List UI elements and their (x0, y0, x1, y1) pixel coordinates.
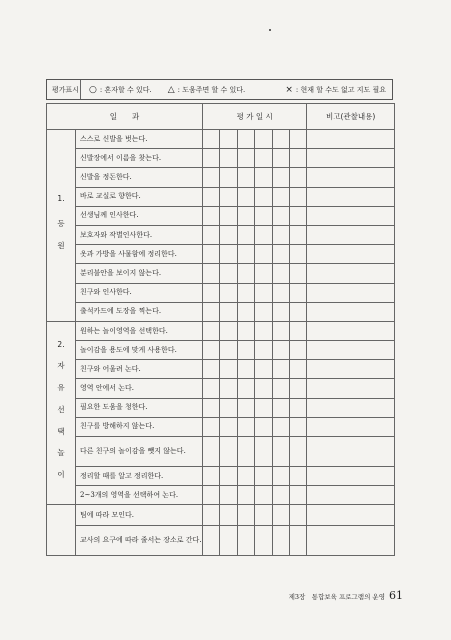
triangle-symbol: △ (167, 84, 175, 95)
eval-cell[interactable] (255, 130, 272, 149)
note-cell[interactable] (307, 321, 395, 340)
eval-cell[interactable] (237, 302, 254, 321)
table-row (47, 206, 395, 225)
eval-cell[interactable] (272, 398, 289, 417)
note-cell[interactable] (307, 245, 395, 264)
legend-item-independent (81, 85, 152, 95)
eval-cell[interactable] (272, 505, 289, 525)
eval-cell[interactable] (220, 379, 237, 398)
note-cell[interactable] (307, 264, 395, 283)
eval-cell[interactable] (203, 467, 220, 486)
evaluation-table (46, 103, 395, 556)
eval-cell[interactable] (272, 130, 289, 149)
eval-cell[interactable] (272, 225, 289, 244)
section-number: 1. (57, 194, 65, 204)
eval-cell[interactable] (203, 341, 220, 360)
activity-cell: 다른 친구의 놀이감을 뺏지 않는다. (76, 437, 203, 467)
table-row (47, 467, 395, 486)
eval-cell[interactable] (255, 302, 272, 321)
eval-cell[interactable] (289, 130, 306, 149)
activity-cell: 교사의 요구에 따라 줄서는 장소로 간다. (76, 525, 203, 555)
eval-cell[interactable] (220, 341, 237, 360)
eval-cell[interactable] (237, 264, 254, 283)
eval-cell[interactable] (272, 379, 289, 398)
note-cell[interactable] (307, 206, 395, 225)
table-row (47, 245, 395, 264)
table-row (47, 130, 395, 149)
eval-cell[interactable] (255, 225, 272, 244)
note-cell[interactable] (307, 360, 395, 379)
eval-cell[interactable] (237, 437, 254, 467)
table-row (47, 149, 395, 168)
eval-cell[interactable] (289, 149, 306, 168)
section-char: 택 (57, 426, 65, 436)
eval-cell[interactable] (203, 225, 220, 244)
section-char: 이 (57, 470, 65, 480)
eval-cell[interactable] (272, 360, 289, 379)
eval-cell[interactable] (220, 149, 237, 168)
eval-cell[interactable] (289, 302, 306, 321)
note-cell[interactable] (307, 467, 395, 486)
table-row (47, 341, 395, 360)
table-row (47, 168, 395, 187)
eval-cell[interactable] (289, 245, 306, 264)
eval-cell[interactable] (255, 264, 272, 283)
eval-cell[interactable] (272, 437, 289, 467)
eval-cell[interactable] (272, 467, 289, 486)
eval-cell[interactable] (237, 398, 254, 417)
eval-cell[interactable] (255, 321, 272, 340)
eval-cell[interactable] (220, 302, 237, 321)
activity-cell: 선생님께 인사한다. (76, 206, 203, 225)
table-row (47, 437, 395, 467)
note-cell[interactable] (307, 149, 395, 168)
eval-cell[interactable] (255, 149, 272, 168)
eval-cell[interactable] (255, 398, 272, 417)
eval-cell[interactable] (255, 505, 272, 525)
eval-cell[interactable] (237, 187, 254, 206)
note-cell[interactable] (307, 302, 395, 321)
eval-cell[interactable] (289, 525, 306, 555)
eval-cell[interactable] (203, 321, 220, 340)
eval-cell[interactable] (203, 417, 220, 436)
note-cell[interactable] (307, 525, 395, 555)
eval-cell[interactable] (220, 264, 237, 283)
eval-cell[interactable] (203, 525, 220, 555)
speck-mark (269, 29, 271, 31)
eval-cell[interactable] (237, 321, 254, 340)
eval-cell[interactable] (289, 505, 306, 525)
activity-cell: 원하는 놀이영역을 선택한다. (76, 321, 203, 340)
activity-cell: 친구를 방해하지 않는다. (76, 417, 203, 436)
eval-cell[interactable] (255, 341, 272, 360)
section-number: 2. (57, 340, 65, 350)
eval-cell[interactable] (255, 486, 272, 505)
evaluation-legend (46, 79, 393, 100)
table-row (47, 525, 395, 555)
eval-cell[interactable] (237, 283, 254, 302)
eval-cell[interactable] (255, 187, 272, 206)
eval-cell[interactable] (289, 341, 306, 360)
activity-cell: 정리할 때를 알고 정리한다. (76, 467, 203, 486)
table-row (47, 486, 395, 505)
eval-cell[interactable] (220, 245, 237, 264)
eval-cell[interactable] (220, 206, 237, 225)
eval-cell[interactable] (237, 525, 254, 555)
eval-cell[interactable] (220, 283, 237, 302)
header-notes: 비고(관찰내용) (307, 104, 395, 130)
eval-cell[interactable] (203, 264, 220, 283)
section-char: 선 (57, 404, 65, 414)
activity-cell: 친구와 어울려 논다. (76, 360, 203, 379)
section-char: 자 (57, 361, 65, 371)
eval-cell[interactable] (203, 283, 220, 302)
eval-cell[interactable] (203, 505, 220, 525)
eval-cell[interactable] (289, 206, 306, 225)
eval-cell[interactable] (255, 437, 272, 467)
eval-cell[interactable] (203, 486, 220, 505)
eval-cell[interactable] (203, 398, 220, 417)
eval-cell[interactable] (255, 168, 272, 187)
table-row (47, 264, 395, 283)
eval-cell[interactable] (220, 168, 237, 187)
note-cell[interactable] (307, 168, 395, 187)
eval-cell[interactable] (220, 360, 237, 379)
eval-cell[interactable] (220, 417, 237, 436)
table-row (47, 302, 395, 321)
table-row (47, 283, 395, 302)
header-eval-dates: 평 가 일 시 (203, 104, 307, 130)
eval-cell[interactable] (220, 486, 237, 505)
eval-cell[interactable] (272, 206, 289, 225)
eval-cell[interactable] (203, 437, 220, 467)
eval-cell[interactable] (272, 264, 289, 283)
eval-cell[interactable] (237, 417, 254, 436)
note-cell[interactable] (307, 417, 395, 436)
eval-cell[interactable] (255, 417, 272, 436)
eval-cell[interactable] (272, 168, 289, 187)
eval-cell[interactable] (289, 437, 306, 467)
note-cell[interactable] (307, 225, 395, 244)
activity-cell: 바로 교실로 향한다. (76, 187, 203, 206)
eval-cell[interactable] (237, 505, 254, 525)
activity-cell: 필요한 도움을 청한다. (76, 398, 203, 417)
table-row (47, 225, 395, 244)
eval-cell[interactable] (220, 187, 237, 206)
note-cell[interactable] (307, 187, 395, 206)
eval-cell[interactable] (289, 398, 306, 417)
page-footer (289, 589, 403, 602)
eval-cell[interactable] (272, 187, 289, 206)
section-label (47, 321, 76, 505)
section-label (47, 130, 76, 322)
eval-cell[interactable] (203, 149, 220, 168)
note-cell[interactable] (307, 486, 395, 505)
eval-cell[interactable] (237, 168, 254, 187)
eval-cell[interactable] (289, 486, 306, 505)
eval-cell[interactable] (237, 486, 254, 505)
eval-cell[interactable] (289, 417, 306, 436)
eval-cell[interactable] (255, 467, 272, 486)
section-char: 놀 (57, 448, 65, 458)
legend-text: : 혼자할 수 있다. (99, 85, 152, 94)
note-cell[interactable] (307, 130, 395, 149)
eval-cell[interactable] (220, 525, 237, 555)
table-row (47, 398, 395, 417)
eval-cell[interactable] (203, 379, 220, 398)
eval-cell[interactable] (255, 206, 272, 225)
eval-cell[interactable] (289, 283, 306, 302)
header-task: 일 과 (47, 104, 203, 130)
table-row (47, 321, 395, 340)
section-char: 원 (57, 240, 65, 250)
activity-cell: 보호자와 작별인사한다. (76, 225, 203, 244)
eval-cell[interactable] (203, 206, 220, 225)
eval-cell[interactable] (272, 417, 289, 436)
eval-cell[interactable] (289, 187, 306, 206)
eval-cell[interactable] (237, 149, 254, 168)
page-number: 61 (389, 589, 403, 602)
eval-cell[interactable] (220, 398, 237, 417)
note-cell[interactable] (307, 341, 395, 360)
eval-cell[interactable] (203, 302, 220, 321)
eval-cell[interactable] (237, 130, 254, 149)
eval-cell[interactable] (220, 505, 237, 525)
section-label (47, 505, 76, 555)
eval-cell[interactable] (289, 321, 306, 340)
eval-cell[interactable] (272, 486, 289, 505)
eval-cell[interactable] (203, 360, 220, 379)
section-char: 유 (57, 383, 65, 393)
activity-cell: 영역 안에서 논다. (76, 379, 203, 398)
eval-cell[interactable] (255, 379, 272, 398)
eval-cell[interactable] (255, 360, 272, 379)
note-cell[interactable] (307, 437, 395, 467)
activity-cell: 친구와 인사한다. (76, 283, 203, 302)
eval-cell[interactable] (237, 379, 254, 398)
activity-cell: 팀에 따라 모인다. (76, 505, 203, 525)
eval-cell[interactable] (237, 245, 254, 264)
eval-cell[interactable] (203, 245, 220, 264)
activity-cell: 신발을 정돈한다. (76, 168, 203, 187)
eval-cell[interactable] (272, 149, 289, 168)
legend-label: 평가표시 (47, 80, 81, 99)
eval-cell[interactable] (203, 130, 220, 149)
eval-cell[interactable] (272, 245, 289, 264)
table-row (47, 379, 395, 398)
cross-symbol: × (285, 84, 293, 95)
table-row (47, 187, 395, 206)
activity-cell: 옷과 가방을 사물함에 정리한다. (76, 245, 203, 264)
eval-cell[interactable] (220, 130, 237, 149)
note-cell[interactable] (307, 283, 395, 302)
eval-cell[interactable] (272, 525, 289, 555)
table-row (47, 417, 395, 436)
activity-cell: 놀이감을 용도에 맞게 사용한다. (76, 341, 203, 360)
eval-cell[interactable] (289, 360, 306, 379)
eval-cell[interactable] (220, 225, 237, 244)
eval-cell[interactable] (237, 341, 254, 360)
table-row (47, 360, 395, 379)
eval-cell[interactable] (203, 187, 220, 206)
eval-cell[interactable] (289, 264, 306, 283)
legend-text: : 현재 할 수도 없고 지도 필요 (295, 85, 386, 94)
note-cell[interactable] (307, 398, 395, 417)
eval-cell[interactable] (237, 206, 254, 225)
legend-item-needs-guidance (277, 85, 392, 95)
activity-cell: 신발장에서 이름을 찾는다. (76, 149, 203, 168)
note-cell[interactable] (307, 379, 395, 398)
eval-cell[interactable] (237, 360, 254, 379)
chapter-title: 제3장 통합보육 프로그램의 운영 (288, 593, 385, 601)
activity-cell: 분리불안을 보이지 않는다. (76, 264, 203, 283)
legend-text: : 도움주면 할 수 있다. (177, 85, 246, 94)
eval-cell[interactable] (289, 467, 306, 486)
eval-cell[interactable] (289, 168, 306, 187)
activity-cell: 2~3개의 영역을 선택하여 논다. (76, 486, 203, 505)
eval-cell[interactable] (220, 467, 237, 486)
eval-cell[interactable] (203, 168, 220, 187)
eval-cell[interactable] (237, 467, 254, 486)
eval-cell[interactable] (272, 321, 289, 340)
activity-cell: 스스로 신발을 벗는다. (76, 130, 203, 149)
legend-item-assisted (152, 85, 246, 95)
eval-cell[interactable] (220, 437, 237, 467)
eval-cell[interactable] (272, 283, 289, 302)
eval-cell[interactable] (272, 341, 289, 360)
section-char: 등 (57, 219, 65, 229)
eval-cell[interactable] (289, 379, 306, 398)
eval-cell[interactable] (220, 321, 237, 340)
note-cell[interactable] (307, 505, 395, 525)
eval-cell[interactable] (272, 302, 289, 321)
table-row (47, 505, 395, 525)
circle-symbol: ○ (89, 84, 97, 95)
eval-cell[interactable] (255, 525, 272, 555)
eval-cell[interactable] (289, 225, 306, 244)
eval-cell[interactable] (255, 283, 272, 302)
activity-cell: 출석카드에 도장을 찍는다. (76, 302, 203, 321)
eval-cell[interactable] (255, 245, 272, 264)
eval-cell[interactable] (237, 225, 254, 244)
